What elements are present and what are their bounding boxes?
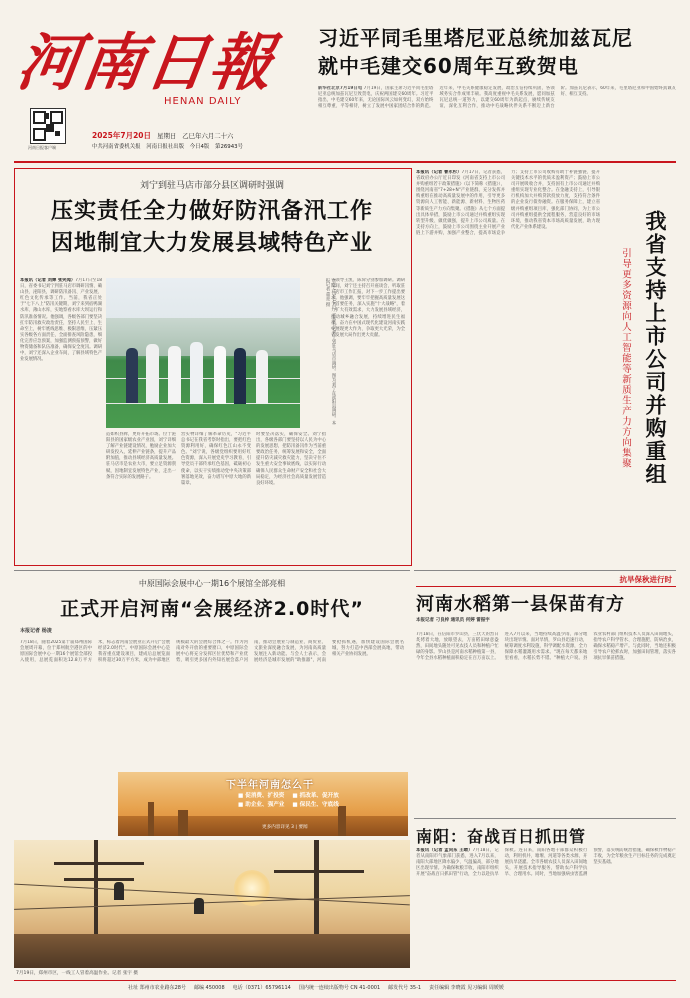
promo-title: 下半年河南怎么干 [226, 780, 314, 791]
qr-code [30, 108, 66, 144]
rice-body: 7月18日，在信阳市罗山县，三伏天的烈日炙烤着大地，放眼望去，万亩稻田绿意盎然，田间地头随处可见农技人员和种植户忙碌的身影。罗山县是河南水稻种植第一县，今年全县水稻种植面积稳定在百万亩以上。进入7月以来，当地持续高温少雨，部分地块出现旱情。面对旱情，罗山县迅速行动，统筹调度水利设施，科学调配水资源，全力保障水稻灌溉用水需求。"现在每天都来地里看看，水稻长势不错。"种植大户说。县农业农村部门组织技术人员深入田间地头，指导农户科学管水、合理施肥、防病治虫，确保水稻稳产增产。与此同时，当地还积极引导农户抢抓农时，加强田间管理，落实各项抗旱保苗措施。 [416, 632, 676, 662]
lead-body-col3: 营实物详细了解革命历史，"习近平总书记在我省考察时指出，要把红色资源利用好，确保红色江山永不变色。"刘宁说，各级党组织要用好红色资源，深入开展党史学习教育，引导党员干部传承红色基因，砥砺初心使命，以实干实绩推动党中央决策部署落地见效，奋力谱写中原大地的新篇章。 [181, 432, 251, 486]
lead-body-col4: 时要坚决落实，确保安全。刘宁指出，各级各部门要坚持以人民为中心的发展思想，把防汛备汛作为当前重要政治任务，统筹发展和安全，全面提升防灾减灾救灾能力，坚决守住不发生重大安全事故底线，以实际行动确保人民群众生命财产安全和社会大局稳定，为经济社会高质量发展营造良好环境。 [256, 432, 326, 486]
footer-line [128, 984, 676, 991]
promo-item-2: ■ 抓改革、促开放 [292, 793, 339, 799]
lead-headline-line1: 压实责任全力做好防汛备汛工作 [50, 199, 373, 224]
lead-headline [14, 196, 410, 260]
logo-text: 河南日報 [12, 26, 280, 99]
promo-more-link[interactable]: 更多内容详见 3 | 要闻 [262, 825, 308, 830]
promo-item-1: ■ 促消费、扩投资 [238, 793, 285, 799]
lead-photo [106, 278, 300, 428]
section-tag-bar [416, 574, 676, 587]
right-story-headline: 我省支持上市公司并购重组 [643, 210, 667, 486]
lead-body-col5: 省领导王凯、陈舜分别参加调研。调研期间，刘宁还主持召开座谈会，听取驻马店市工作汇报，对下一步工作提出要求。他强调，要牢牢把握高质量发展这个首要任务，深入实施"十大战略"，着力扩大有效需求，大力发展县域经济，推动城乡融合发展，持续增进民生福祉，奋力在中国式现代化建设河南实践中展现更大作为、争取更大光荣，为全省发展大局作出更大贡献。 [331, 278, 405, 338]
footer-editors: 责任编辑 李晓霞 见习编辑 周媛媛 [429, 985, 504, 991]
rule-right-b [414, 818, 676, 819]
lead-headline-line2: 因地制宜大力发展县域特色产业 [50, 231, 373, 256]
expo-headline: 正式开启河南“会展经济2.0时代” [60, 598, 364, 620]
issue-weekday: 星期日 [157, 132, 177, 140]
top-story-body: 新华社北京7月19日电 7月19日，国家主席习近平同毛里塔尼亚总统加兹瓦尼互致贺电，庆祝两国建交60周年。习近平指出，中毛建交60年来，无论国际风云如何变幻，双方始终相互尊重、平等相待，树立了发展中国家团结合作的典范。近年来，中毛关系健康稳定发展，政治互信持续巩固，各领域务实合作成果丰硕。我高度重视中毛关系发展，愿同加兹瓦尼总统一道努力，以建交60周年为新起点，赓续传统友谊，深化互利合作，推动中毛战略伙伴关系不断迈上新台阶。加兹瓦尼表示，60年来，毛里塔尼亚和中国始终真诚友好、相互支持。 [318, 86, 676, 110]
lead-photo-caption: 7月17日至18日，省委书记刘宁到驻马店市调研。图为刘宁在泌阳县调研。本报记者 董亮 摄 [325, 278, 336, 425]
issue-lunar: 乙巳年六月二十六 [182, 132, 234, 140]
masthead-org-line [92, 144, 243, 151]
lead-byline: 本报讯（记者 刘婵 张笑闻） [20, 278, 76, 283]
footer-postcode: 邮编 450008 [193, 985, 225, 991]
masthead-issue-number: 第26943号 [215, 144, 243, 150]
top-story-headline [318, 24, 678, 80]
nanyang-body: 本报讯（记者 孟向东 王晴）7月18日，记者从南阳市气象部门获悉，进入7月以来，南阳大部地区降水偏少、气温偏高，部分地区出现旱情。为确保秋粮丰收，南阳市组织开展"奋战百日抓田管"行动，全力以赴抗旱保秋。连日来，南阳各地干部群众积极行动，利用机井、塘堰、河道等各类水源，开展抗旱浇灌。全市各级农技人员深入田间地头，开展技术指导服务，帮助农户科学抗旱、合理用水。同时，当地加强病虫害监测预警，落实统防统治措施，确保秋作物稳产丰收，为全年粮食生产目标任务的完成奠定坚实基础。 [416, 848, 676, 878]
right-story-subhead: 引导更多资源向人工智能等新质生产力方向集聚 [620, 248, 631, 469]
masthead-org: 中共河南省委机关报 [92, 144, 141, 150]
footer-dist: 邮发代号 35-1 [388, 985, 422, 991]
bottom-photo-caption: 7月19日，郑州市区，一线工人冒着高温作业。记者 张宇 摄 [16, 971, 138, 976]
issue-date: 2025年7月20日 [92, 131, 152, 140]
footer-cn: 国内统一连续出版物号 CN 41-0001 [298, 985, 381, 991]
expo-body: 7月18日，随着2025第十届郑州国际会展周开幕，位于郑州航空港区的中原国际会展中心一期16个展馆全部投入使用，总展览面积达12.8万平方米，标志着河南会展业正式开启"会展经济2.0时代"。中原国际会展中心是我省重点建设项目，建成后总展览面积将超过30万平方米，成为中部地区规模最大的会展综合体之一。作为河南对外开放的重要窗口，中原国际会展中心将充分发挥区位优势和产业优势，吸引更多国内外知名展会落户河南，推动会展业与制造业、商贸业、文旅业深度融合发展，为河南高质量发展注入新动能。与会人士表示，会展经济是城市发展的"助推器"，河南要抢抓机遇，加快建设国际会展名城，努力打造中西部会展高地，带动相关产业协同发展。 [20, 640, 404, 664]
lead-body-col2: 造如织县牌，更好开拓市场。位于泌阳县的国家级农业产业园，刘宁详细了解产业链建设情况，勉励企业加大研发投入，延伸产业链条，提升产品附加值，推动县域经济高质量发展。驻马店市是农业大市，要立足资源禀赋，因地制宜发展特色产业，走出一条符合实际的发展路子。 [106, 432, 176, 480]
masthead-date [92, 132, 233, 140]
section-tag: 抗旱保秋进行时 [619, 575, 672, 584]
qr-label: 河南日报客户端 [28, 145, 56, 150]
top-headline-line2: 就中毛建交60周年互致贺电 [318, 54, 579, 78]
footer-phone: 电话（0371）65796114 [232, 985, 291, 991]
lead-kicker: 刘宁到驻马店市部分县区调研时强调 [139, 181, 284, 191]
expo-kicker: 中原国际会展中心一期16个展馆全部亮相 [138, 579, 286, 588]
promo-item-3: ■ 助企业、强产业 [238, 802, 285, 808]
masthead-logo [12, 26, 298, 108]
right-story-byline: 本报讯（记者 曹永杉） [416, 170, 462, 175]
expo-byline: 本报记者 杨凌 [20, 628, 52, 634]
nanyang-headline: 南阳：奋战百日抓田管 [416, 827, 587, 846]
right-story-body: 本报讯（记者 曹永杉）7月17日，记者获悉，省政府办公厅近日印发《河南省支持上市公司并购重组若干政策措施》（以下简称《措施》），围绕河南省"7+28+N"产业链群，充分发挥并购重组在推动高质量发展中的作用，引导更多资源向人工智能、新能源、新材料、生物医药等新质生产力方向集聚。《措施》从七个方面提出具体举措，鼓励上市公司通过并购重组实现转型升级、做优做强，提升上市公司质量。在支持方向上，鼓励上市公司围绕主业开展产业链上下游并购，加强产业整合，提高市场竞争力；支持上市公司收购有助于补链强链、提升关键技术水平的优质未盈利资产；鼓励上市公司开展吸收合并，支持国有上市公司通过并购重组实现专业化整合。在金融支持上，引导银行机构加大并购贷款投放力度，支持符合条件的企业发行债券融资。在服务保障上，建立省级并购重组项目库，强化部门协同，为上市公司并购重组提供全流程服务，营造良好的市场环境，推动我省资本市场高质量发展，助力现代化产业体系建设。 [416, 170, 600, 236]
promo-item-4: ■ 保民生、守底线 [292, 802, 339, 808]
masthead-pages: 今日4版 [189, 144, 210, 150]
lead-body-left: 本报讯（记者 刘婵 张笑闻）7月17日至18日，省委书记刘宁到驻马店市调研汛情、确山县、泌阳县，调研防汛备汛、产业发展、红色文化传承等工作。当前，我省正处于"七下八上"防汛关键期，刘宁来到宿鸭湖水库、薄山水库，实地察看水库大坝运行和防汛准备情况。他强调，各级各部门要坚决扛牢防汛救灾政治责任，坚持人民至上、生命至上，树牢底线思维、极限思维，压紧压实各级各方面责任，全面排查风险隐患，细化完善应急预案，加强监测预报预警，做好物资储备和队伍准备，确保安全度汛。调研中，刘宁还深入企业车间，了解县域特色产业发展情况。 [20, 278, 102, 363]
rice-byline: 本报记者 刁良梓 通讯员 何婷 雷振宇 [416, 618, 490, 623]
rice-headline: 河南水稻第一县保苗有方 [416, 594, 625, 615]
footer-address: 社址 郑州市农业路东28号 [128, 985, 186, 991]
promo-items [238, 792, 408, 810]
top-headline-line1: 习近平同毛里塔尼亚总统加兹瓦尼 [318, 26, 633, 50]
footer-rule [14, 980, 676, 981]
logo-english: HENAN DAILY [164, 96, 242, 107]
masthead-rule [14, 161, 676, 163]
rule-right-a [414, 570, 676, 571]
masthead-publisher: 河南日报社出版 [146, 144, 184, 150]
bottom-photo [14, 840, 410, 968]
rule-left-a [14, 570, 410, 571]
nanyang-byline: 本报讯（记者 孟向东 王晴） [416, 848, 473, 853]
